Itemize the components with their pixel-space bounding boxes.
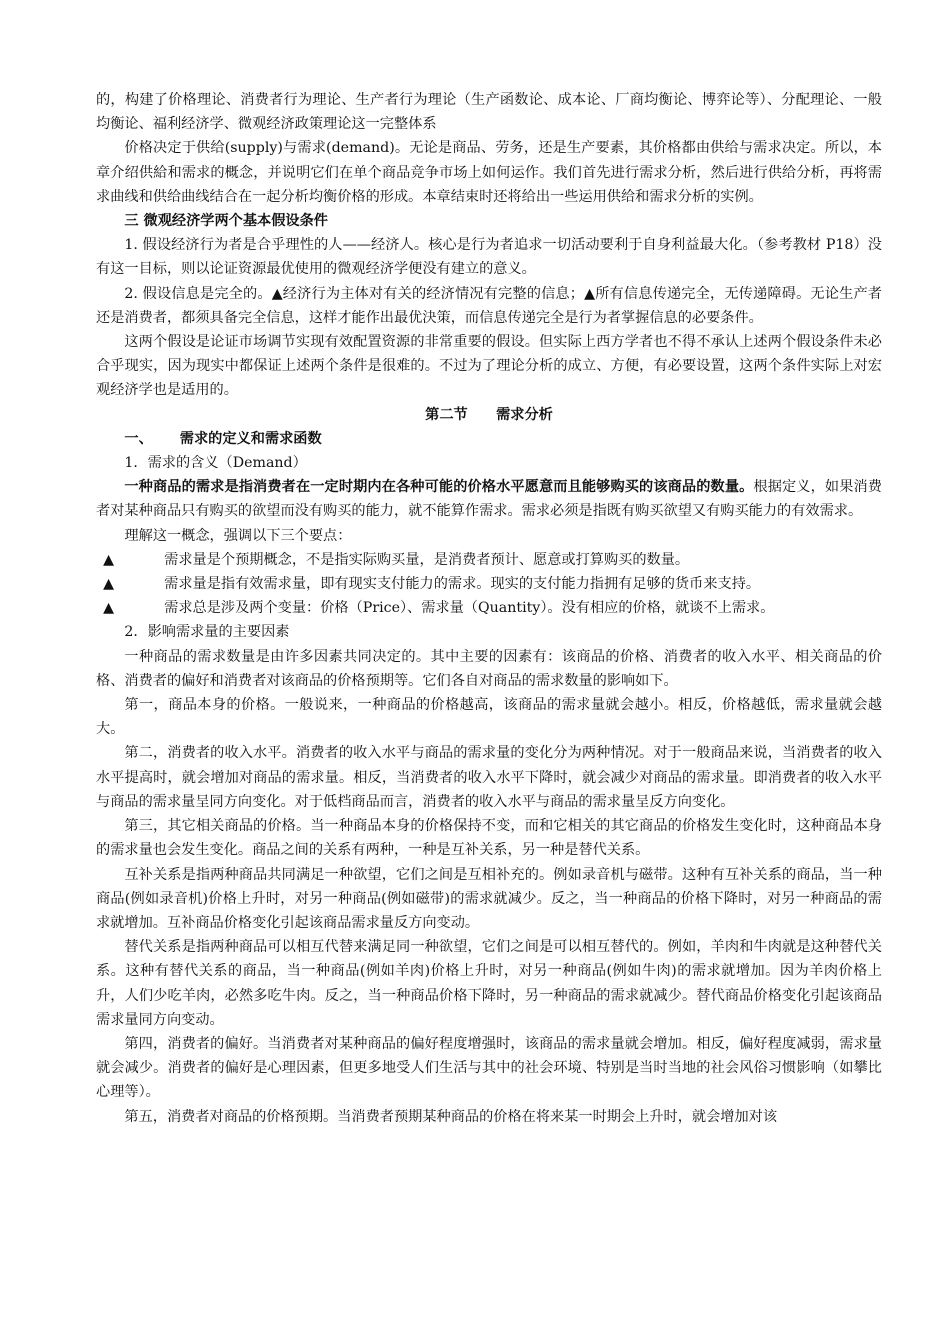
triangle-icon: ▲ — [103, 551, 115, 568]
paragraph: 1. 假设经济行为者是合乎理性的人——经济人。核心是行为者追求一切活动要利于自身利益最大化。（参考教材 P18）没有这一目标，则以论证资源最优使用的微观经济学便没有建立的意义。 — [96, 237, 882, 278]
bullet-text: 需求量是指有效需求量，即有现实支付能力的需求。现实的支付能力指拥有足够的货币来支持。 — [164, 576, 761, 593]
paragraph: 这两个假设是论证市场调节实现有效配置资源的非常重要的假设。但实际上西方学者也不得不承认上述两个假设条件未必合乎现实，因为现实中都保证上述两个条件是很难的。不过为了理论分析的成立、方便，有必要设置，这两个条件实际上对宏观经济学也是适用的。 — [96, 334, 882, 399]
section-number: 第二节 — [425, 406, 468, 423]
paragraph: 1．需求的含义（Demand） — [124, 455, 307, 472]
paragraph: 第五，消费者对商品的价格预期。当消费者预期某种商品的价格在将来某一时期会上升时，就会增加对该 — [124, 1108, 778, 1125]
paragraph: 理解这一概念，强调以下三个要点： — [124, 527, 352, 544]
paragraph: 替代关系是指两种商品可以相互代替来满足同一种欲望，它们之间是可以相互替代的。例如，羊肉和牛肉就是这种替代关系。这种有替代关系的商品，当一种商品(例如羊肉)价格上升时，对另一种商品(例如牛肉)的需求就增加。因为羊肉价格上升，人们少吃羊肉，必然多吃牛肉。反之，当一种商品价格下降时，另一种商品的需求就减少。替代商品价格变化引起该商品需求量同方向变动。 — [96, 939, 882, 1028]
section-name: 需求分析 — [496, 406, 553, 423]
bullet-item — [96, 596, 882, 620]
heading-three: 三 微观经济学两个基本假设条件 — [124, 213, 328, 230]
definition-rest: 根据定义，如果消费者对某种商品只有购买的欲望而没有购买的能力，就不能算作需求。需求必须是指既有购买欲望又有购买能力的有效需求。 — [96, 479, 882, 520]
heading-number: 一、 — [124, 430, 153, 447]
heading-one — [96, 427, 882, 451]
paragraph: 第一，商品本身的价格。一般说来，一种商品的价格越高，该商品的需求量就会越小。相反，价格越低，需求量就会越大。 — [96, 697, 882, 738]
definition-bold: 一种商品的需求是指消费者在一定时期内在各种可能的价格水平愿意而且能够购买的该商品的数量。 — [124, 479, 754, 496]
triangle-icon: ▲ — [103, 576, 115, 593]
triangle-icon: ▲ — [103, 600, 115, 617]
paragraph — [96, 475, 882, 523]
paragraph: 第四，消费者的偏好。当消费者对某种商品的偏好程度增强时，该商品的需求量就会增加。相反，偏好程度减弱，需求量就会减少。消费者的偏好是心理因素，但更多地受人们生活与其中的社会环境、特别是当时当地的社会风俗习惯影响（如攀比心理等）。 — [96, 1035, 882, 1101]
paragraph: 第二，消费者的收入水平。消费者的收入水平与商品的需求量的变化分为两种情况。对于一般商品来说，当消费者的收入水平提高时，就会增加对商品的需求量。相反，当消费者的收入水平下降时，就会减少对商品的需求量。即消费者的收入水平与商品的需求量呈同方向变化。对于低档商品而言，消费者的收入水平与商品的需求量呈反方向变化。 — [96, 745, 882, 810]
paragraph: 一种商品的需求数量是由许多因素共同决定的。其中主要的因素有：该商品的价格、消费者的收入水平、相关商品的价格、消费者的偏好和消费者对该商品的价格预期等。它们各自对商品的需求数量的影响如下。 — [96, 648, 882, 689]
paragraph: 互补关系是指两种商品共同满足一种欲望，它们之间是互相补充的。例如录音机与磁带。这种有互补关系的商品，当一种商品(例如录音机)价格上升时，对另一种商品(例如磁带)的需求就减少。反之，当一种商品的价格下降时，对另一种商品的需求就增加。互补商品价格变化引起该商品需求量反方向变动。 — [96, 866, 882, 931]
paragraph: 2. 假设信息是完全的。▲经济行为主体对有关的经济情况有完整的信息；▲所有信息传递完全，无传递障碍。无论生产者还是消费者，都须具备完全信息，这样才能作出最优決策，而信息传递完全是行为者掌握信息的必要条件。 — [96, 285, 882, 326]
bullet-text: 需求总是涉及两个变量：价格（Price）、需求量（Quantity）。没有相应的价格，就谈不上需求。 — [164, 600, 775, 617]
document-page — [96, 88, 882, 1129]
paragraph: 第三，其它相关商品的价格。当一种商品本身的价格保持不变，而和它相关的其它商品的价格发生变化时，这种商品本身的需求量也会发生变化。商品之间的关系有两种，一种是互补关系，另一种是替代关系。 — [96, 818, 882, 859]
paragraph: 的，构建了价格理论、消费者行为理论、生产者行为理论（生产函数论、成本论、厂商均衡论、博弈论等）、分配理论、一般均衡论、福利经济学、微观经济政策理论这一完整体系 — [96, 92, 882, 133]
bullet-item — [96, 548, 882, 572]
section-title — [96, 403, 882, 427]
paragraph: 2．影响需求量的主要因素 — [124, 624, 290, 641]
heading-text: 需求的定义和需求函数 — [179, 430, 322, 447]
bullet-text: 需求量是个预期概念，不是指实际购买量，是消费者预计、愿意或打算购买的数量。 — [164, 551, 690, 568]
bullet-item — [96, 572, 882, 596]
paragraph: 价格决定于供给(supply)与需求(demand)。无论是商品、劳务，还是生产要素，其价格都由供给与需求决定。所以，本章介绍供給和需求的概念，并说明它们在单个商品竞争市场上如何运作。我们首先进行需求分析，然后进行供给分析，再将需求曲线和供给曲线结合在一起分析均衡价格的形成。本章结束时还将给出一些运用供给和需求分析的实例。 — [96, 140, 882, 205]
